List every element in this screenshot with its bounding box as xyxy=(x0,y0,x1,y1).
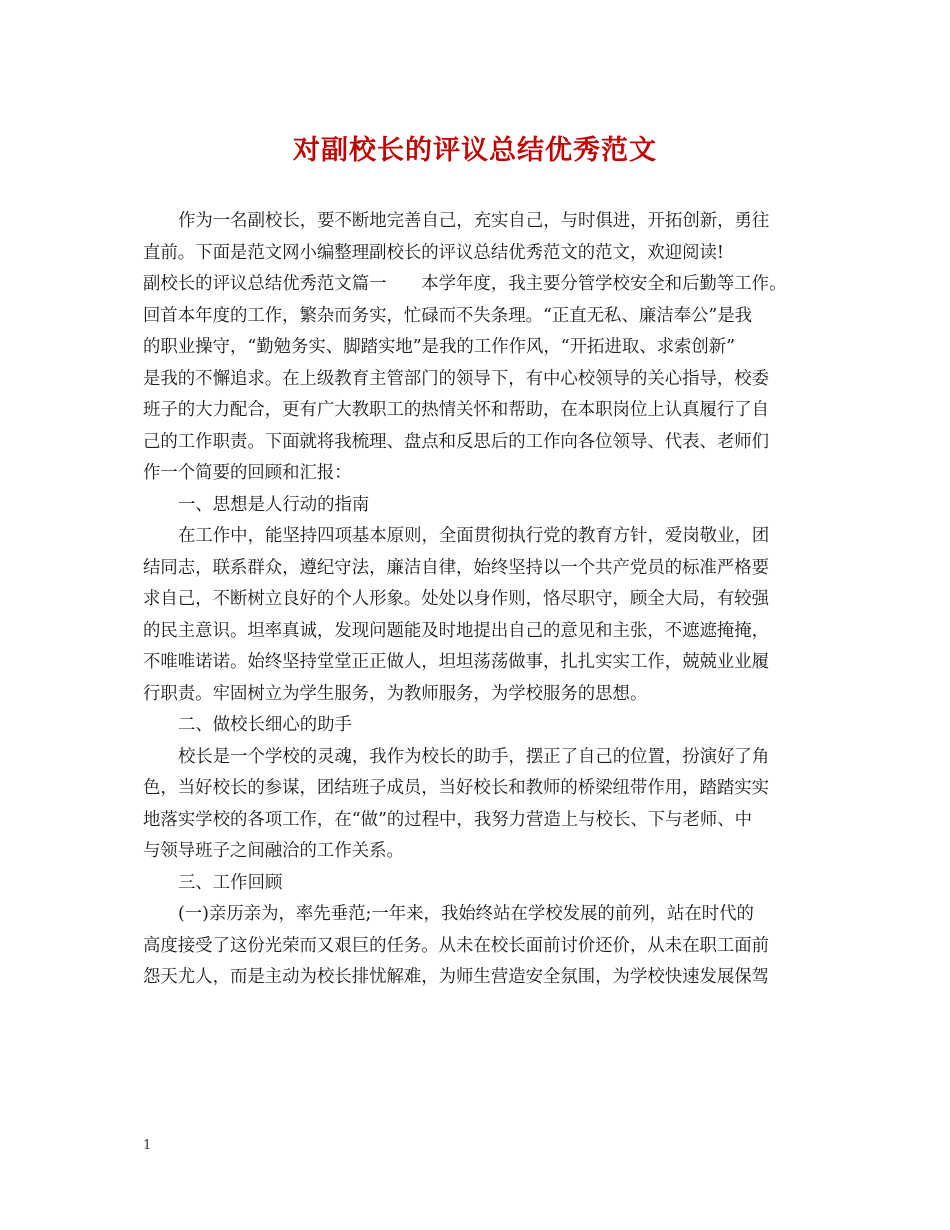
body-text-line: 作为一名副校长，要不断地完善自己，充实自己，与时俱进，开拓创新，勇往 xyxy=(178,211,770,231)
page-number: 1 xyxy=(143,1138,152,1153)
body-text-line: 高度接受了这份光荣而又艰巨的任务。从未在校长面前讨价还价，从未在职工面前 xyxy=(143,935,770,956)
body-text-line: 三、工作回顾 xyxy=(178,872,283,893)
body-text-line: 怨天尤人，而是主动为校长排忧解难，为师生营造安全氛围，为学校快速发展保驾 xyxy=(143,967,770,987)
body-text-line: 一、思想是人行动的指南 xyxy=(178,494,370,515)
document-title: 对副校长的评议总结优秀范文 xyxy=(293,135,657,166)
body-text-line: 在工作中，能坚持四项基本原则，全面贯彻执行党的教育方针，爱岗敬业，团 xyxy=(178,526,770,546)
body-text-line: 结同志，联系群众，遵纪守法，廉洁自律，始终坚持以一个共产党员的标准严格要 xyxy=(143,557,770,578)
body-text-line: 行职责。牢固树立为学生服务，为教师服务，为学校服务的思想。 xyxy=(143,683,648,704)
body-text-line: 作一个简要的回顾和汇报： xyxy=(143,463,352,483)
document-body xyxy=(143,206,811,994)
body-text-line: 地落实学校的各项工作，在“做”的过程中，我努力营造上与校长、下与老师、中 xyxy=(143,809,753,830)
body-text-line: 直前。下面是范文网小编整理副校长的评议总结优秀范文的范文，欢迎阅读! xyxy=(143,242,724,263)
body-text-line: 与领导班子之间融洽的工作关系。 xyxy=(143,841,404,861)
body-text-line: 的民主意识。坦率真诚，发现问题能及时地提出自己的意见和主张，不遮遮掩掩， xyxy=(143,620,770,641)
body-text-line: 二、做校长细心的助手 xyxy=(178,715,352,735)
body-text-line: 色，当好校长的参谋，团结班子成员，当好校长和教师的桥梁纽带作用，踏踏实实 xyxy=(143,778,770,798)
body-text-line: 不唯唯诺诺。始终坚持堂堂正正做人，坦坦荡荡做事，扎扎实实工作，兢兢业业履 xyxy=(143,652,770,672)
body-text-line: (一)亲历亲为，率先垂范;一年来，我始终站在学校发展的前列，站在时代的 xyxy=(178,904,754,924)
body-text-line: 是我的不懈追求。在上级教育主管部门的领导下，有中心校领导的关心指导，校委 xyxy=(143,368,770,389)
body-text-line: 班子的大力配合，更有广大教职工的热情关怀和帮助，在本职岗位上认真履行了自 xyxy=(143,400,770,420)
body-text-line: 求自己，不断树立良好的个人形象。处处以身作则，恪尽职守，顾全大局，有较强 xyxy=(143,589,770,609)
body-text-line: 己的工作职责。下面就将我梳理、盘点和反思后的工作向各位领导、代表、老师们 xyxy=(143,431,770,452)
body-text-line: 校长是一个学校的灵魂，我作为校长的助手，摆正了自己的位置，扮演好了角 xyxy=(178,746,770,767)
body-text-line: 回首本年度的工作，繁杂而务实，忙碌而不失条理。“正直无私、廉洁奉公”是我 xyxy=(143,305,753,326)
body-text-line: 的职业操守，“勤勉务实、脚踏实地”是我的工作作风，“开拓进取、求索创新” xyxy=(143,337,736,357)
body-text-line: 副校长的评议总结优秀范文篇一 本学年度，我主要分管学校安全和后勤等工作。 xyxy=(143,274,787,294)
